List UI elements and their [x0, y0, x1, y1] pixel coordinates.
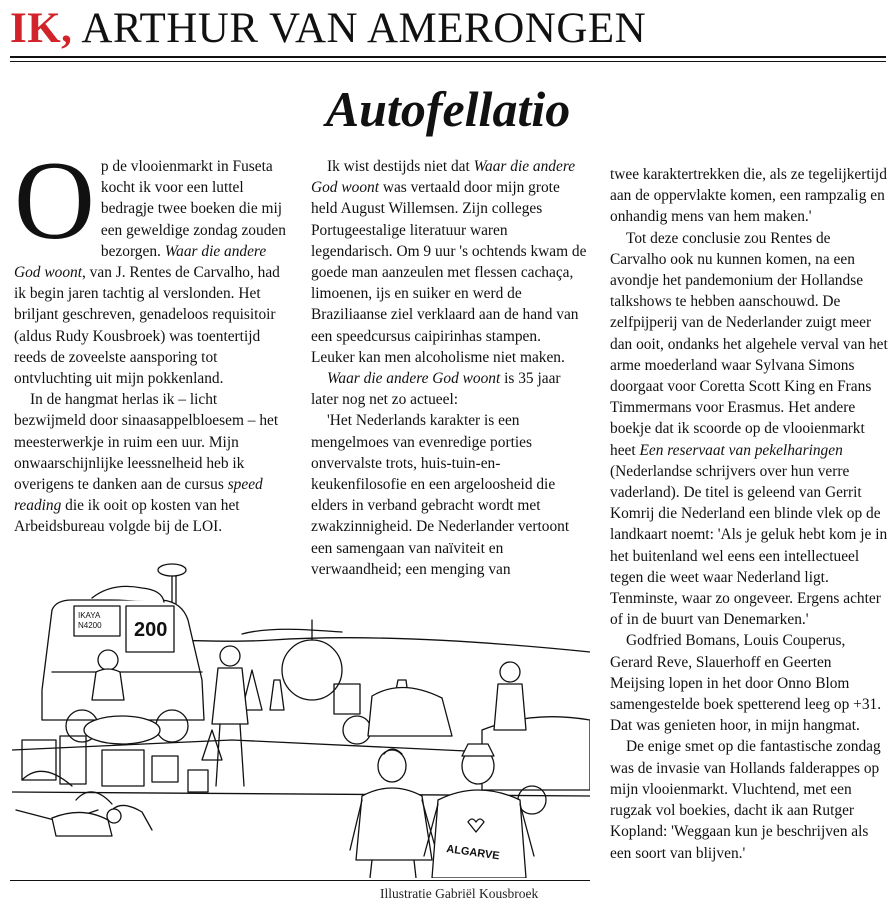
column-3 [610, 164, 890, 864]
book-title: Waar die andere God woont [327, 370, 501, 388]
dropcap: O [14, 139, 95, 263]
column-2 [311, 156, 587, 580]
book-title: Waar die andere God woont [311, 158, 576, 197]
paragraph-text: Ik wist destijds niet dat [327, 158, 474, 175]
paragraph [14, 389, 292, 537]
dog [52, 809, 121, 836]
paragraph-text: was vertaald door mijn grote held August Willemsen. Zijn colleges Portugeestalige literatuur waren legendarisch. Om 9 uur 's ochtends kwam de goede man aanzeulen met flessen cachaça, limoenen, ijs en suiker en werd de Braziliaanse ziel verklaard aan de hand van een speedcursus caipirinhas stampen. Leuker kan men alcoholisme niet maken. [311, 179, 587, 366]
paragraph: De enige smet op die fantastische zondag was de invasie van Hollands falderappes op mijn vlooienmarkt. Vluchtend, met een rugzak vol boekies, dacht ik aan Rutger Kopland: 'Weggaan kun je beschrijven als een soort van blijven.' [610, 738, 881, 862]
illustration-credit: Illustratie Gabriël Kousbroek [380, 886, 539, 901]
paragraph-text: , van J. Rentes de Carvalho, had ik begin jaren tachtig al verslonden. Het briljant geschreven, genadeloos requisitoir (aldus Rudy Kousbroek) was toentertijd reeds de zoveelste aansporing tot ontvluchting uit mijn pokkenland. [14, 264, 280, 388]
paragraph [311, 368, 587, 410]
van-sign-line-2: N4200 [78, 621, 102, 630]
paragraph [311, 156, 587, 368]
van-number: 200 [134, 619, 168, 641]
masthead-rule [10, 56, 886, 58]
flea-market-illustration [12, 560, 590, 878]
person-standing [212, 646, 248, 786]
column-1 [14, 139, 292, 538]
quote-paragraph: 'Het Nederlands karakter is een mengelmoes van evenredige porties onvervalste trots, huis-tuin-en-keukenfilosofie en een argeloosheid die elders in verband gebracht wordt met zwakzinnigheid. De Nederlander vertoont een samengaan van naïviteit en verwaandheid; een menging van [311, 412, 570, 578]
masthead-prefix: IK, [10, 5, 73, 52]
paragraph-text: p de vlooienmarkt in Fuseta kocht ik voor een luttel bedragje twee boeken die mij een geweldige zondag zouden bezorgen. [100, 158, 286, 260]
book-title: Een reservaat van pekelharingen [639, 441, 843, 459]
paragraph-text: In de hangmat herlas ik – licht bezwijmeld door sinaasappelbloesem – het meesterwerkje in ruim een uur. Mijn onwaarschijnlijke leessnelheid heb ik overigens te danken aan de cursus [14, 391, 279, 494]
headline: Autofellatio [325, 81, 571, 137]
masthead [10, 6, 886, 52]
paragraph-text: Tot deze conclusie zou Rentes de Carvalho ook nu kunnen komen, na een avondje het pandemonium der Hollandse talkshows te hebben aanschouwd. De zelfpijperij van de Nederlander zuigt meer dan ooit, ondanks het algehele verval van het arme moederland waar Sylvana Simons doorgaat voor Coretta Scott King en Frans Timmermans voor Erasmus. Het andere boekje dat ik scoorde op de vlooienmarkt heet [610, 229, 888, 459]
shirt-text: ALGARVE [445, 843, 501, 863]
woman-figure [350, 749, 436, 878]
book-title: Waar die andere God woont [14, 242, 267, 282]
paragraph-text: is 35 jaar later nog net zo actueel: [311, 370, 561, 409]
paragraph [14, 139, 292, 389]
author-name: ARTHUR VAN AMERONGEN [72, 5, 647, 52]
paragraph-text: die ik ooit op kosten van het Arbeidsbureau volgde bij de LOI. [14, 497, 240, 536]
seated-man-right [494, 662, 526, 730]
paragraph [610, 228, 890, 631]
illustration-bottom-rule [10, 880, 590, 881]
van-sign-line-1: IKAYA [78, 611, 101, 620]
emphasis: speed reading [14, 476, 263, 515]
paragraph-text: (Nederlandse schrijvers over hun verre vaderland). De titel is geleend van Gerrit Komrij die Nederland een blinde vlek op de landkaart noemt: 'Als je geluk hebt kom je in het buitenland wel eens een intellectueel tegen die weet waar Nederland ligt. Tenminste, waar zo ongeveer. Ergens achter of in de buurt van Denemarken.' [610, 462, 888, 629]
masthead-rule-thin [10, 61, 886, 62]
paragraph: twee karaktertrekken die, als ze tegelijkertijd aan de oppervlakte komen, een rampzalig en onhandig mens van hem maken.' [610, 166, 887, 226]
paragraph: Godfried Bomans, Louis Couperus, Gerard Reve, Slauerhoff en Geerten Meijsing lopen in het door Onno Blom samengestelde boek spetterend leeg op +31. Dat was genieten hoor, in mijn hangmat. [610, 632, 882, 735]
